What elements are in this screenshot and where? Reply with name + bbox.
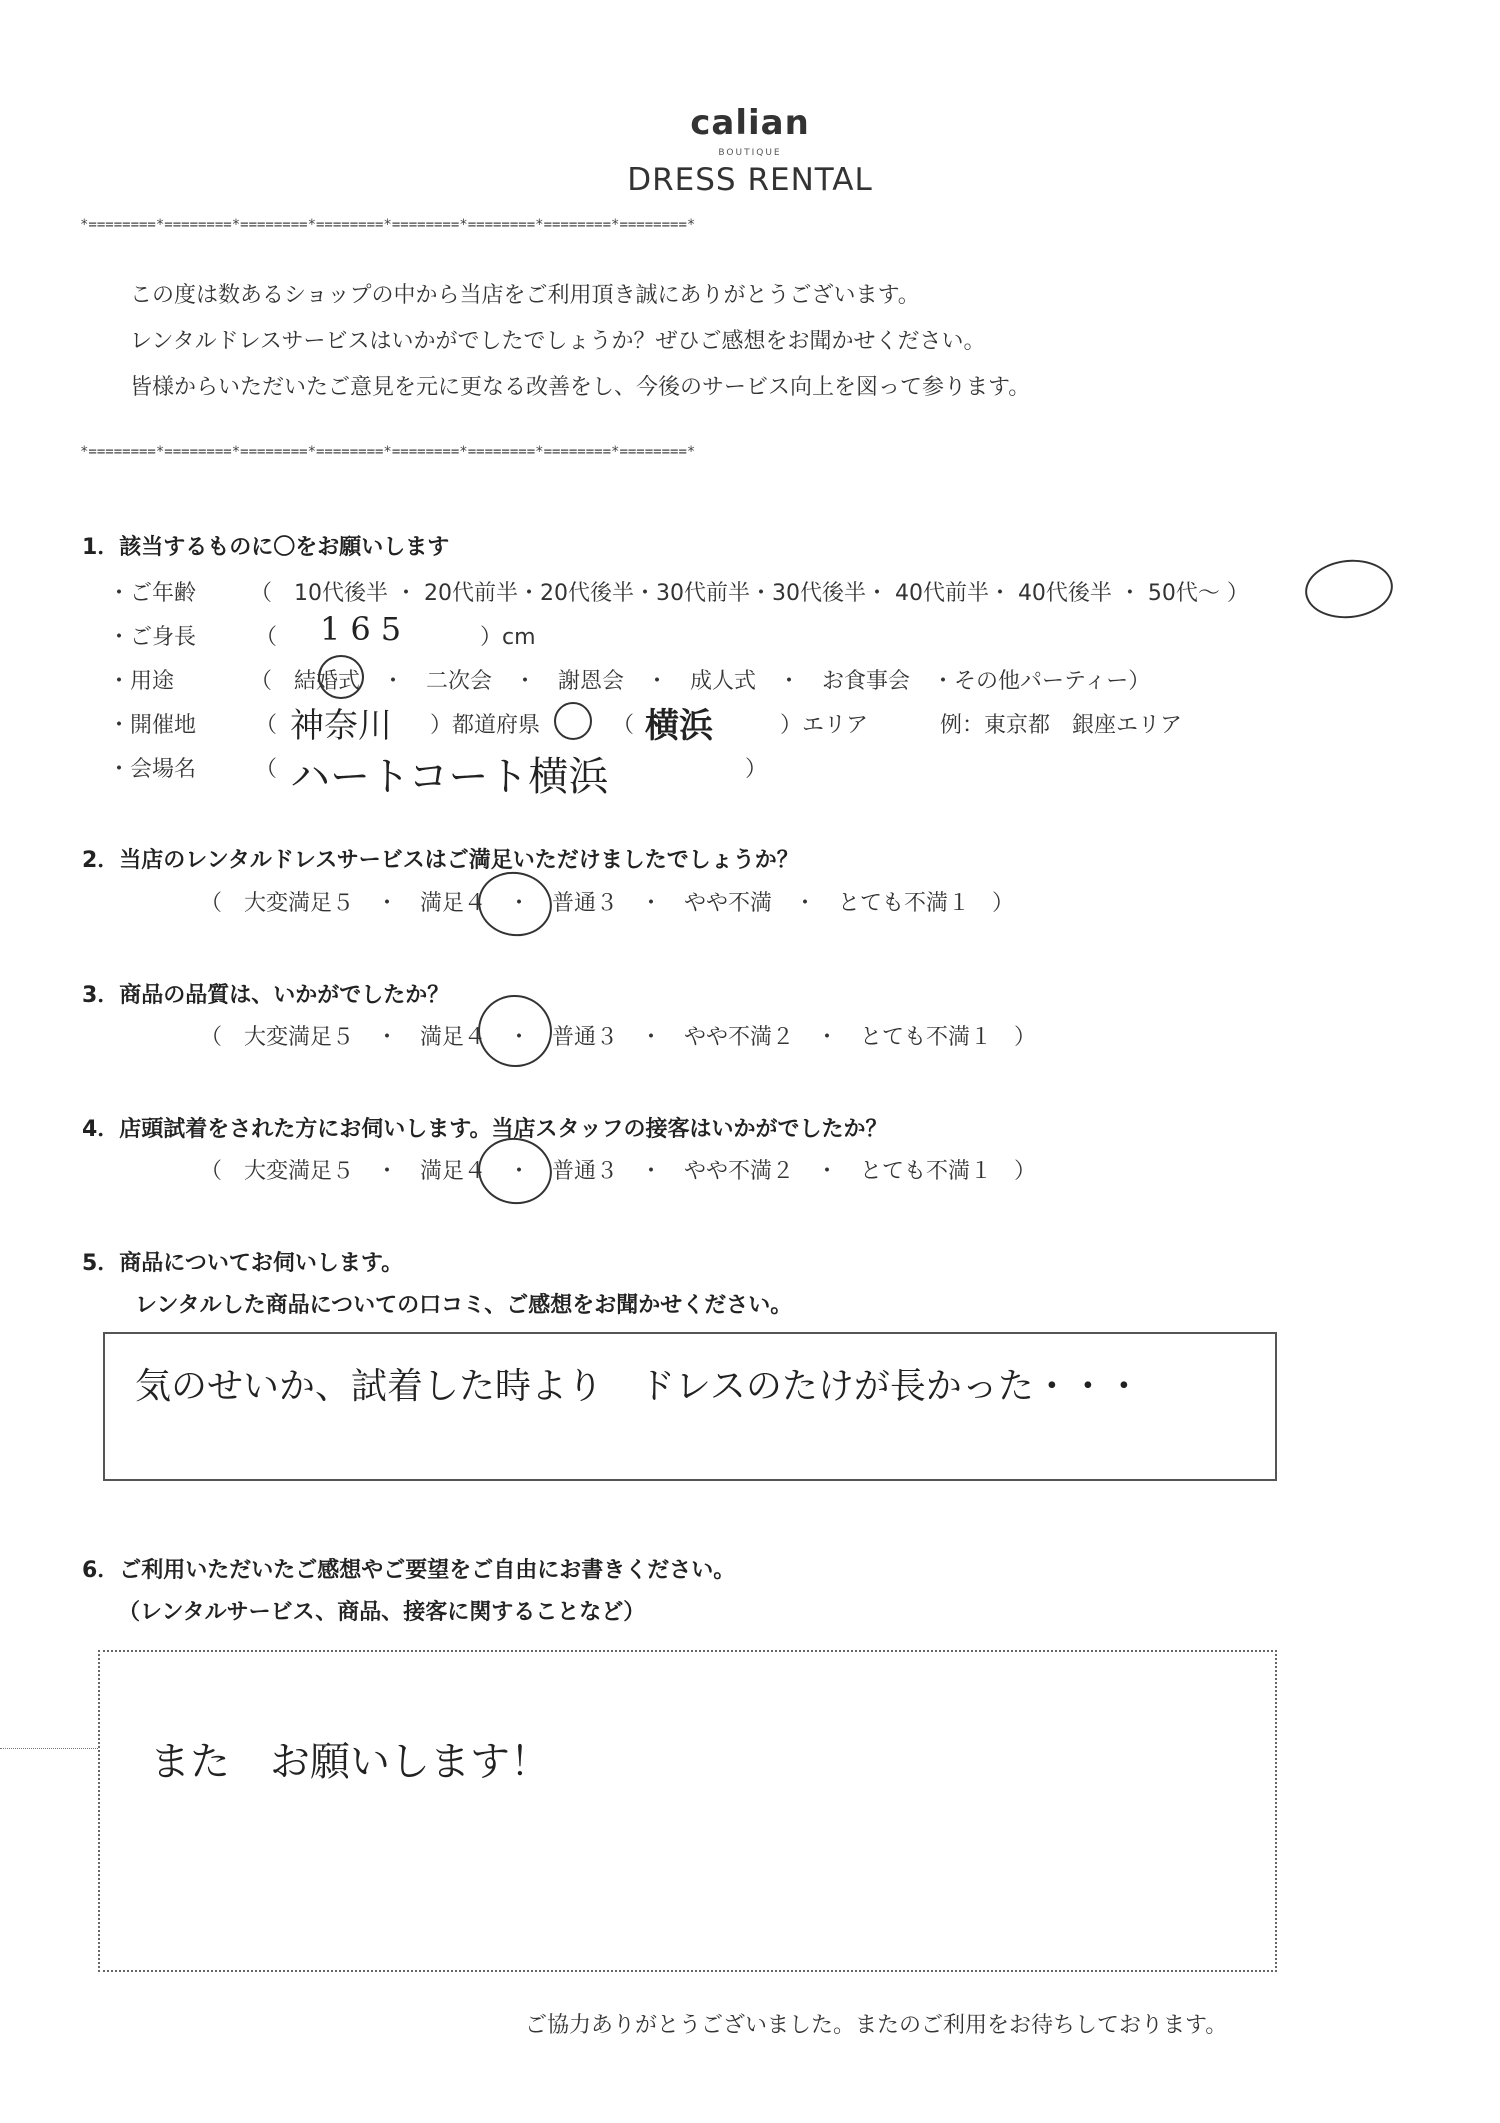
question-4-selected-circle [473, 1132, 557, 1210]
brand-logo: calian [690, 103, 810, 143]
closing-message: ご協力ありがとうございました。またのご利用をお待ちしております。 [525, 2013, 1228, 2038]
divider-bottom: *========*========*========*========*========*========*========*========* [80, 445, 696, 459]
age-label: ・ご年齢 [108, 581, 197, 606]
venue-open-paren: （ [255, 757, 278, 782]
question-6-title: 6．ご利用いただいたご感想やご要望をご自由にお書きください。 [82, 1558, 736, 1583]
brand-logo-subtitle: BOUTIQUE [718, 148, 782, 158]
question-2-title: 2．当店のレンタルドレスサービスはご満足いただけましたでしょうか？ [82, 848, 799, 873]
question-5-answer: 気のせいか、試着した時より ドレスのたけが長かった・・・ [135, 1366, 1142, 1407]
divider-top: *========*========*========*========*========*========*========*========* [80, 218, 696, 232]
area-value: 横浜 [645, 706, 713, 746]
question-6-answer: また お願いします！ [150, 1739, 550, 1785]
prefecture-open-paren: （ [255, 713, 278, 738]
question-4-scale: （ 大変満足５ ・ 満足４ ・ 普通３ ・ やや不満２ ・ とても不満１ ） [200, 1159, 1037, 1184]
location-example: 例：東京都 銀座エリア [940, 713, 1183, 738]
area-unit: ）エリア [780, 713, 869, 738]
fold-mark [0, 1748, 98, 1749]
age-selected-circle [1302, 556, 1396, 623]
question-3-title: 3．商品の品質は、いかがでしたか？ [82, 983, 450, 1008]
intro-line-1: この度は数あるショップの中から当店をご利用頂き誠にありがとうございます。 [130, 283, 920, 308]
purpose-label: ・用途 [108, 669, 175, 694]
prefecture-unit-circle [554, 702, 592, 740]
venue-close-paren: ） [745, 757, 768, 782]
venue-label: ・会場名 [108, 757, 197, 782]
prefecture-value: 神奈川 [290, 706, 392, 746]
prefecture-unit: ）都道府県 [430, 713, 541, 738]
venue-value: ハートコート横浜 [290, 754, 609, 800]
question-3-selected-circle [472, 989, 557, 1073]
question-2-scale: （ 大変満足５ ・ 満足４ ・ 普通３ ・ やや不満 ・ とても不満１ ） [200, 891, 1015, 916]
question-3-scale: （ 大変満足５ ・ 満足４ ・ 普通３ ・ やや不満２ ・ とても不満１ ） [200, 1025, 1037, 1050]
purpose-selected-circle [318, 655, 364, 699]
height-value: 165 [320, 610, 412, 648]
venue-area-label: ・開催地 [108, 713, 197, 738]
document-title: DRESS RENTAL [627, 162, 873, 198]
intro-line-2: レンタルドレスサービスはいかがでしたでしょうか？ぜひご感想をお聞かせください。 [130, 329, 986, 354]
question-2-selected-circle [473, 866, 557, 942]
height-open-paren: （ [255, 625, 278, 650]
question-6-answer-box [98, 1650, 1277, 1972]
question-6-subtitle: （レンタルサービス、商品、接客に関することなど） [118, 1600, 646, 1625]
question-4-title: 4．店頭試着をされた方にお伺いします。当店スタッフの接客はいかがでしたか？ [82, 1117, 888, 1142]
question-1-title: 1．該当するものに〇をお願いします [82, 535, 450, 560]
question-5-subtitle: レンタルした商品についての口コミ、ご感想をお聞かせください。 [135, 1293, 793, 1318]
question-5-title: 5．商品についてお伺いします。 [82, 1251, 404, 1276]
height-unit: ）cm [480, 625, 536, 650]
age-options: （ 10代後半 ・ 20代前半・20代後半・30代前半・30代後半・ 40代前半・ 40代後半 ・ 50代～ ） [250, 581, 1249, 606]
intro-line-3: 皆様からいただいたご意見を元に更なる改善をし、今後のサービス向上を図って参ります。 [130, 375, 1031, 400]
height-label: ・ご身長 [108, 625, 197, 650]
area-open-paren: （ [612, 713, 635, 738]
purpose-options: （ 結婚式 ・ 二次会 ・ 謝恩会 ・ 成人式 ・ お食事会 ・その他パーティー） [250, 669, 1151, 694]
